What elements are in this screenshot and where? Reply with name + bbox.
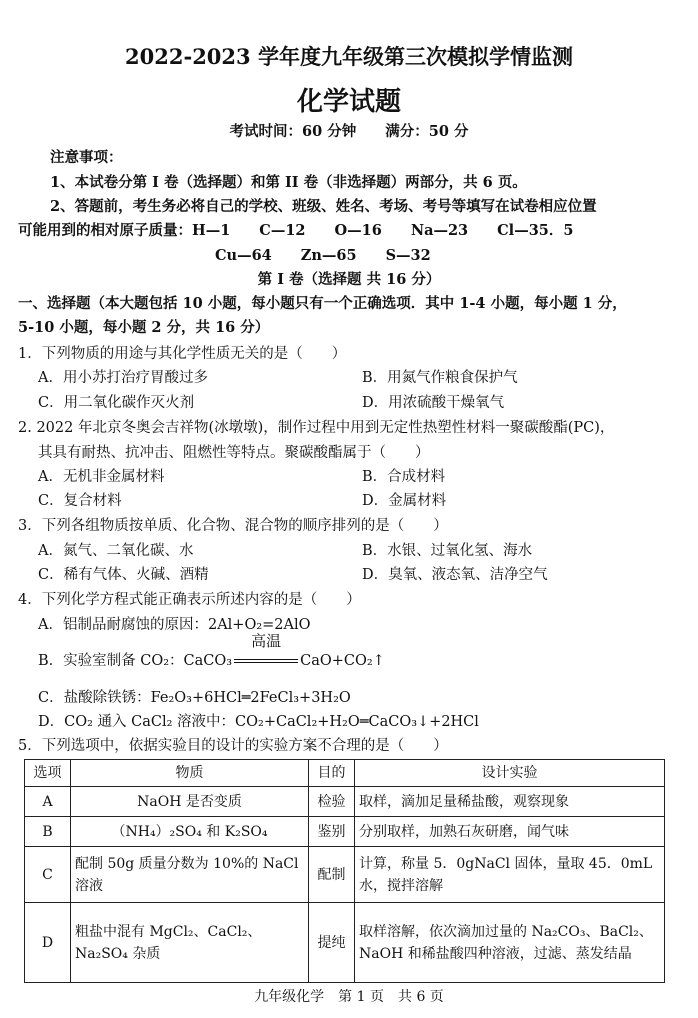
table-cell: 取样，滴加足量稀盐酸，观察现象 [355, 787, 665, 817]
question-3-option-d: D．臭氧、液态氧、洁净空气 [362, 567, 548, 583]
table-header-row [25, 760, 665, 787]
table-cell: 计算，称量 5．0gNaCl 固体，量取 45．0mL 水，搅拌溶解 [355, 847, 665, 903]
table-cell: A [25, 787, 71, 817]
table-row [25, 787, 665, 817]
table-header: 设计实验 [355, 760, 665, 787]
table-cell: 配制 50g 质量分数为 10%的 NaCl 溶液 [71, 847, 309, 903]
question-5-stem: 5．下列选项中，依据实验目的设计的实验方案不合理的是（ ） [18, 738, 448, 754]
question-1-option-b: B．用氮气作粮食保护气 [362, 370, 518, 386]
table-row [25, 817, 665, 847]
question-4-option-b-reactant: B．实验室制备 CO₂：CaCO₃ [38, 653, 233, 669]
atomic-masses-line1: 可能用到的相对原子质量：H—1 C—12 O—16 Na—23 Cl—35．5 [18, 222, 574, 239]
table-cell: 提纯 [309, 903, 355, 983]
table-cell: 分别取样，加熟石灰研磨，闻气味 [355, 817, 665, 847]
notes-item-1: 1、本试卷分第 I 卷（选择题）和第 II 卷（非选择题）两部分，共 6 页。 [50, 174, 527, 191]
question-4-option-d: D．CO₂ 通入 CaCl₂ 溶液中：CO₂+CaCl₂+H₂O═CaCO₃↓+2HCl [38, 714, 479, 730]
table-cell: 取样溶解，依次滴加过量的 Na₂CO₃、BaCl₂、NaOH 和稀盐酸四种溶液，过滤、蒸发结晶 [355, 903, 665, 983]
question-3-option-c: C．稀有气体、火碱、酒精 [38, 567, 209, 583]
reaction-arrow [232, 632, 300, 671]
experiment-table [24, 759, 665, 983]
table-cell: C [25, 847, 71, 903]
question-1-option-c: C．用二氧化碳作灭火剂 [38, 395, 195, 411]
question-1-option-a: A．用小苏打治疗胃酸过多 [38, 370, 208, 386]
question-4-option-c: C．盐酸除铁锈：Fe₂O₃+6HCl═2FeCl₃+3H₂O [38, 690, 351, 706]
question-4-option-a: A．铝制品耐腐蚀的原因：2Al+O₂=2AlO [38, 617, 311, 633]
question-2-option-b: B．合成材料 [362, 469, 446, 485]
table-cell: （NH₄）₂SO₄ 和 K₂SO₄ [71, 817, 309, 847]
subject-title: 化学试题 [296, 87, 401, 117]
question-2-stem-line1: 2. 2022 年北京冬奥会吉祥物(冰墩墩)，制作过程中用到无定性热塑性材料一聚碳酸酯(PC)， [18, 420, 615, 436]
question-2-option-d: D．金属材料 [362, 493, 447, 509]
question-3-stem: 3．下列各组物质按单质、化合物、混合物的顺序排列的是（ ） [18, 518, 448, 534]
table-row [25, 903, 665, 983]
question-4-stem: 4．下列化学方程式能正确表示所述内容的是（ ） [18, 592, 361, 608]
table-cell: B [25, 817, 71, 847]
page-footer: 九年级化学 第 1 页 共 6 页 [254, 989, 444, 1005]
table-cell: 鉴别 [309, 817, 355, 847]
notes-item-2: 2、答题前，考生务必将自己的学校、班级、姓名、考场、考号等填写在试卷相应位置 [50, 198, 597, 215]
notes-heading: 注意事项： [50, 149, 123, 166]
table-header: 选项 [25, 760, 71, 787]
table-cell: NaOH 是否变质 [71, 787, 309, 817]
table-cell: 配制 [309, 847, 355, 903]
question-4-option-b-products: CaO+CO₂↑ [300, 653, 385, 669]
question-2-option-c: C．复合材料 [38, 493, 122, 509]
question-2-option-a: A．无机非金属材料 [38, 469, 165, 485]
table-cell: D [25, 903, 71, 983]
section-instructions-1: 一、选择题（本大题包括 10 小题，每小题只有一个正确选项．其中 1-4 小题，每小题 1 分， [18, 295, 627, 312]
reaction-condition: 高温 [251, 632, 282, 650]
exam-title: 2022-2023 学年度九年级第三次模拟学情监测 [125, 44, 573, 69]
table-header: 物质 [71, 760, 309, 787]
table-row [25, 847, 665, 903]
question-3-option-a: A．氮气、二氧化碳、水 [38, 543, 194, 559]
table-cell: 检验 [309, 787, 355, 817]
question-4-option-b [38, 632, 385, 671]
question-1-option-d: D．用浓硫酸干燥氧气 [362, 395, 505, 411]
question-2-stem-line2: 其具有耐热、抗冲击、阻燃性等特点。聚碳酸酯属于（ ） [38, 445, 430, 461]
exam-info: 考试时间：60 分钟 满分：50 分 [229, 123, 469, 140]
table-cell: 粗盐中混有 MgCl₂、CaCl₂、Na₂SO₄ 杂质 [71, 903, 309, 983]
section-instructions-2: 5-10 小题，每小题 2 分，共 16 分） [18, 319, 270, 336]
question-1-stem: 1．下列物质的用途与其化学性质无关的是（ ） [18, 346, 347, 362]
question-3-option-b: B．水银、过氧化氢、海水 [362, 543, 533, 559]
part1-title: 第 I 卷（选择题 共 16 分） [257, 271, 441, 288]
atomic-masses-line2: Cu—64 Zn—65 S—32 [215, 247, 431, 264]
table-header: 目的 [309, 760, 355, 787]
